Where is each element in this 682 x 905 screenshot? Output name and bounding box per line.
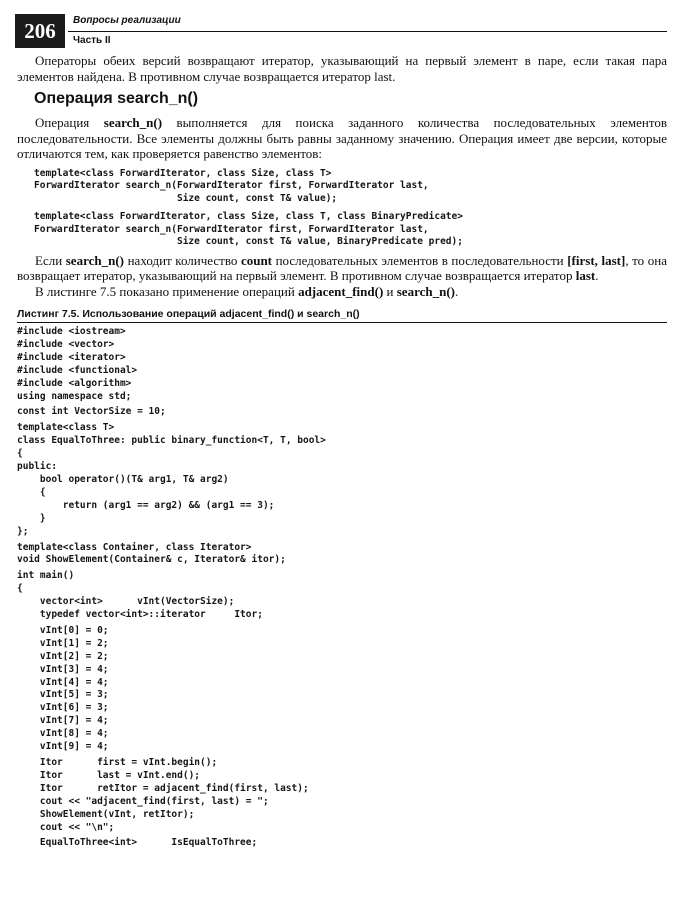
page-number: 206 [15, 14, 65, 48]
section-heading: Операция search_n() [34, 90, 199, 107]
listing-block: vInt[0] = 0; vInt[1] = 2; vInt[2] = 2; vInt[3] = 4; vInt[4] = 4; vInt[5] = 3; vInt[6] = 3; vInt[7] = 4; vInt[8] = 4; vInt[9] = 4; [39, 624, 109, 753]
signature-block-2: template<class ForwardIterator, class Size, class T, class BinaryPredicate> ForwardIterator search_n(ForwardIterator first, ForwardIterator last, Size count, const T& value, BinaryPredicate pred); [34, 211, 463, 247]
listing-code [17, 326, 667, 850]
text-run: . [455, 283, 459, 299]
listing-block: template<class Container, class Iterator> void ShowElement(Container& c, Iterator& itor); [17, 541, 286, 566]
text-run: , то она возвращает итератор, указывающий на первый элемент. В противном случае возвращается итератор [17, 252, 667, 283]
running-head-part-title: Вопросы реализации [73, 15, 181, 26]
text-run: и [383, 283, 397, 299]
page-header [15, 14, 667, 50]
section-paragraph-1 [17, 115, 667, 162]
text-run: последовательных элементов в последовательности [272, 252, 568, 268]
running-head-section: Часть II [73, 35, 111, 46]
signature-block-1: template<class ForwardIterator, class Size, class T> ForwardIterator search_n(ForwardIterator first, ForwardIterator last, Size count, const T& value); [34, 167, 429, 204]
header-rule [68, 31, 667, 32]
inline-code-term: search_n() [103, 115, 163, 130]
inline-code-term: last [575, 268, 596, 283]
intro-paragraph: Операторы обеих версий возвращают итератор, указывающий на первый элемент в паре, если такая пара элементов найдена. В противном случае возвращается итератор last. [17, 53, 667, 84]
listing-block: Itor first = vInt.begin(); Itor last = vInt.end(); Itor retItor = adjacent_find(first, last); cout << "adjacent_find(first, last) = "; ShowElement(vInt, retItor); cout << "\n"; [39, 757, 309, 833]
inline-code-term: [first, last] [567, 252, 626, 268]
inline-code-term: search_n() [65, 252, 125, 268]
text-run: выполняется для поиска заданного количества последовательных элементов последовательности. Все элементы должны быть равны заданному значению. Операция имеет две версии, которые отличаются тем, как проверяется равенство элементов: [17, 115, 667, 161]
inline-code-term: count [240, 252, 273, 268]
text-run: Если [35, 252, 66, 268]
text-run: . [595, 268, 599, 283]
text-run: находит количество [124, 252, 241, 268]
listing-title: Листинг 7.5. Использование операций adjacent_find() и search_n() [17, 308, 667, 323]
inline-code-term: adjacent_find() [298, 283, 384, 299]
page-content [17, 53, 667, 850]
listing-block: int main() { vector<int> vInt(VectorSize); typedef vector<int>::iterator Itor; [17, 570, 263, 621]
listing-block: #include <iostream> #include <vector> #include <iterator> #include <functional> #include <algorithm> using namespace std; [17, 326, 138, 402]
listing-block: const int VectorSize = 10; [17, 406, 166, 418]
section-paragraph-2 [17, 253, 667, 284]
listing-block: EqualToThree<int> IsEqualToThree; [17, 837, 258, 849]
text-run: Операция [35, 115, 104, 130]
listing-block: template<class T> class EqualToThree: public binary_function<T, T, bool> { public: bool operator()(T& arg1, T& arg2) { return (arg1 == arg2) && (arg1 == 3); } }; [17, 422, 326, 537]
inline-code-term: search_n() [396, 283, 456, 299]
section-paragraph-3 [17, 284, 667, 300]
text-run: В листинге 7.5 показано применение операций [35, 283, 299, 299]
